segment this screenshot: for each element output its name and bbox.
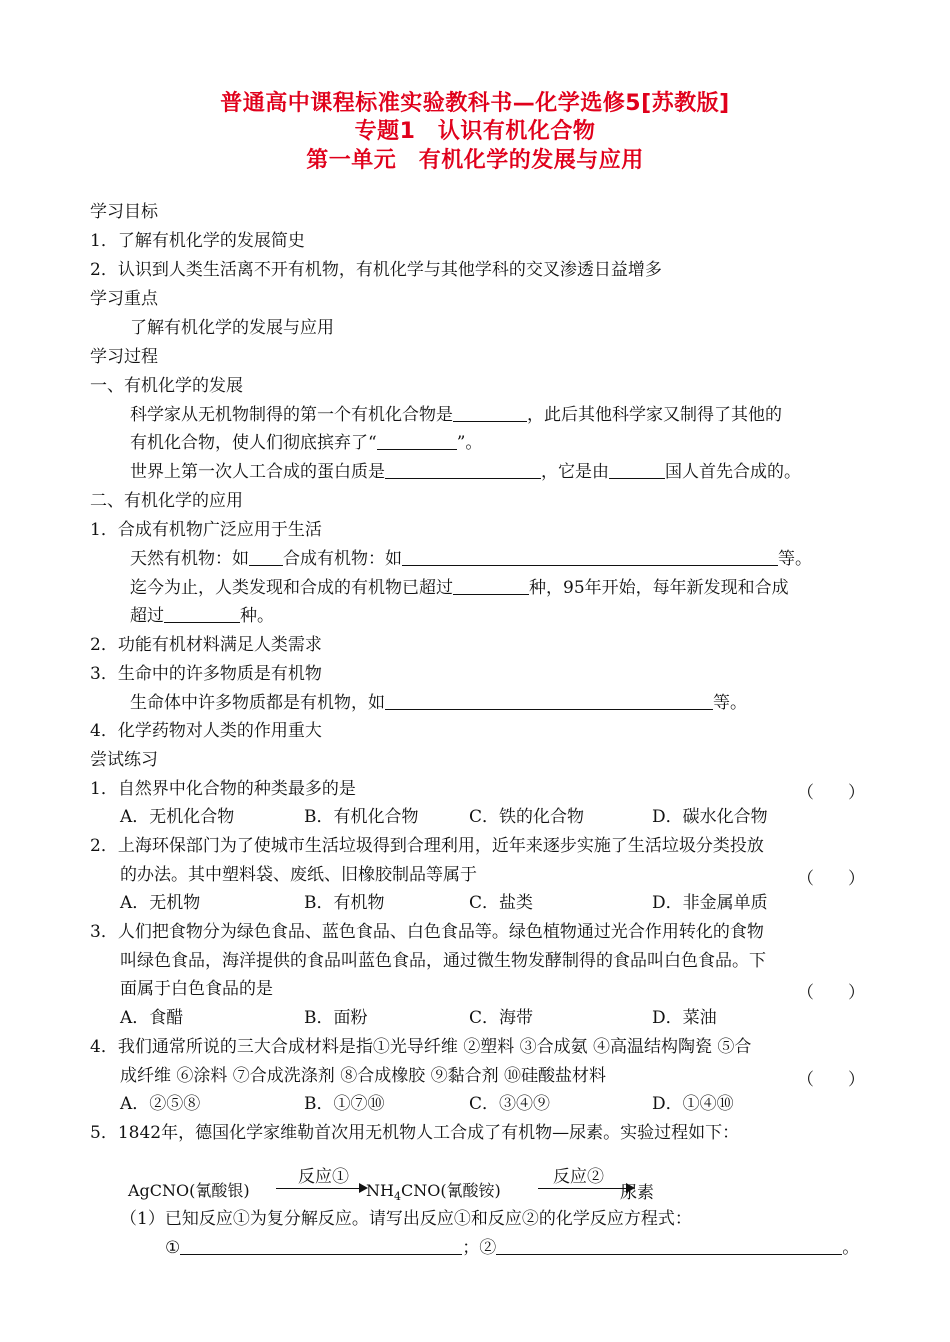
subsection-heading: 3．生命中的许多物质是有机物	[90, 664, 322, 684]
text: ，此后其他科学家又制得了其他的	[527, 405, 782, 425]
formula-part: CNO(氰酸铵)	[400, 1181, 501, 1200]
option-a[interactable]: A．无机化合物	[120, 807, 235, 827]
section-heading: 二、有机化学的应用	[90, 491, 243, 511]
process-heading: 学习过程	[90, 347, 158, 367]
text: ”。	[456, 433, 483, 453]
option-b[interactable]: B．面粉	[304, 1008, 368, 1028]
text: 合成有机物：如	[283, 549, 402, 569]
product-urea: 尿素	[620, 1183, 654, 1203]
text: 等。	[713, 693, 747, 713]
reaction-arrow-icon	[276, 1188, 366, 1189]
topic-title: 专题1 认识有机化合物	[354, 119, 596, 144]
goal-item: 2．认识到人类生活离不开有机物，有机化学与其他学科的交叉渗透日益增多	[90, 260, 662, 280]
question-4: 4．我们通常所说的三大合成材料是指①光导纤维 ②塑料 ③合成氨 ④高温结构陶瓷 ⑤合	[90, 1037, 752, 1057]
answer-parens[interactable]: （ ）	[797, 1070, 865, 1090]
reactant-silver-cyanate: AgCNO(氰酸银)	[128, 1181, 250, 1200]
focus-heading: 学习重点	[90, 289, 158, 309]
practice-heading: 尝试练习	[90, 750, 158, 770]
text: 世界上第一次人工合成的蛋白质是	[130, 462, 385, 482]
paragraph-line	[130, 548, 812, 570]
subsection-heading: 1．合成有机物广泛应用于生活	[90, 520, 322, 540]
text: 有机化合物，使人们彻底摈弃了“	[130, 433, 377, 453]
text: 国人首先合成的。	[665, 462, 801, 482]
option-b[interactable]: B．①⑦⑩	[304, 1094, 385, 1114]
fill-blank[interactable]	[249, 549, 283, 566]
book-title: 普通高中课程标准实验教科书—化学选修5[苏教版]	[220, 91, 730, 116]
text: 迄今为止，人类发现和合成的有机物已超过	[130, 578, 453, 598]
option-a[interactable]: A．②⑤⑧	[120, 1094, 201, 1114]
option-a[interactable]: A．无机物	[120, 893, 201, 913]
question-2: 2．上海环保部门为了使城市生活垃圾得到合理利用，近年来逐步实施了生活垃圾分类投放	[90, 836, 764, 856]
formula-subscript: 4	[393, 1190, 401, 1204]
paragraph-line	[130, 461, 801, 483]
question-1: 1．自然界中化合物的种类最多的是	[90, 779, 356, 799]
goals-heading: 学习目标	[90, 202, 158, 222]
question-3: 3．人们把食物分为绿色食品、蓝色食品、白色食品等。绿色植物通过光合作用转化的食物	[90, 922, 764, 942]
section-heading: 一、有机化学的发展	[90, 376, 243, 396]
focus-text: 了解有机化学的发展与应用	[130, 318, 334, 338]
question-5: 5．1842年，德国化学家维勒首次用无机物人工合成了有机物—尿素。实验过程如下：	[90, 1123, 740, 1143]
paragraph-line	[130, 692, 747, 714]
reaction-1-label: 反应①	[298, 1167, 349, 1187]
intermediate-ammonium-cyanate	[366, 1178, 501, 1203]
text: 等。	[778, 549, 812, 569]
answer-parens[interactable]: （ ）	[797, 983, 865, 1003]
answer-parens[interactable]: （ ）	[797, 783, 865, 803]
text: ，它是由	[541, 462, 609, 482]
text: 种。	[240, 606, 274, 626]
fill-blank[interactable]	[496, 1238, 842, 1255]
fill-blank[interactable]	[377, 433, 457, 450]
text: 天然有机物：如	[130, 549, 249, 569]
unit-title: 第一单元 有机化学的发展与应用	[306, 148, 644, 173]
option-c[interactable]: C．海带	[469, 1008, 534, 1028]
question-3-cont: 面属于白色食品的是	[120, 979, 273, 999]
subsection-heading: 2．功能有机材料满足人类需求	[90, 635, 322, 655]
fill-blank[interactable]	[402, 549, 778, 566]
text: 科学家从无机物制得的第一个有机化合物是	[130, 405, 453, 425]
text: ①	[165, 1238, 181, 1258]
question-2-cont: 的办法。其中塑料袋、废纸、旧橡胶制品等属于	[120, 865, 477, 885]
question-3-cont: 叫绿色食品，海洋提供的食品叫蓝色食品，通过微生物发酵制得的食品叫白色食品。下	[120, 951, 766, 971]
text: 超过	[130, 606, 164, 626]
option-d[interactable]: D．非金属单质	[652, 893, 768, 913]
option-c[interactable]: C．盐类	[469, 893, 534, 913]
option-b[interactable]: B．有机化合物	[304, 807, 419, 827]
text: 种，95年开始，每年新发现和合成	[529, 578, 789, 598]
option-c[interactable]: C．③④⑨	[469, 1094, 551, 1114]
option-b[interactable]: B．有机物	[304, 893, 385, 913]
fill-blank[interactable]	[385, 462, 541, 479]
question-4-cont: 成纤维 ⑥涂料 ⑦合成洗涤剂 ⑧合成橡胶 ⑨黏合剂 ⑩硅酸盐材料	[120, 1066, 607, 1086]
text: 。	[842, 1238, 860, 1258]
fill-blank[interactable]	[453, 405, 527, 422]
option-d[interactable]: D．碳水化合物	[652, 807, 768, 827]
option-c[interactable]: C．铁的化合物	[469, 807, 585, 827]
answer-line	[165, 1237, 859, 1259]
option-a[interactable]: A．食醋	[120, 1008, 184, 1028]
paragraph-line	[130, 432, 482, 454]
reaction-arrow-icon	[538, 1188, 633, 1189]
paragraph-line	[130, 404, 782, 426]
option-d[interactable]: D．菜油	[652, 1008, 717, 1028]
answer-parens[interactable]: （ ）	[797, 869, 865, 889]
text: ；②	[462, 1238, 497, 1258]
formula-part: NH	[366, 1181, 394, 1200]
fill-blank[interactable]	[385, 693, 713, 710]
text: 生命体中许多物质都是有机物，如	[130, 693, 385, 713]
fill-blank[interactable]	[164, 606, 240, 623]
question-5-part-1: （1）已知反应①为复分解反应。请写出反应①和反应②的化学反应方程式：	[120, 1209, 692, 1229]
subsection-heading: 4．化学药物对人类的作用重大	[90, 721, 322, 741]
paragraph-line	[130, 577, 789, 599]
fill-blank[interactable]	[453, 578, 529, 595]
fill-blank[interactable]	[609, 462, 665, 479]
paragraph-line	[130, 605, 274, 627]
option-d[interactable]: D．①④⑩	[652, 1094, 734, 1114]
fill-blank[interactable]	[180, 1238, 462, 1255]
reaction-2-label: 反应②	[553, 1167, 604, 1187]
goal-item: 1．了解有机化学的发展简史	[90, 231, 305, 251]
